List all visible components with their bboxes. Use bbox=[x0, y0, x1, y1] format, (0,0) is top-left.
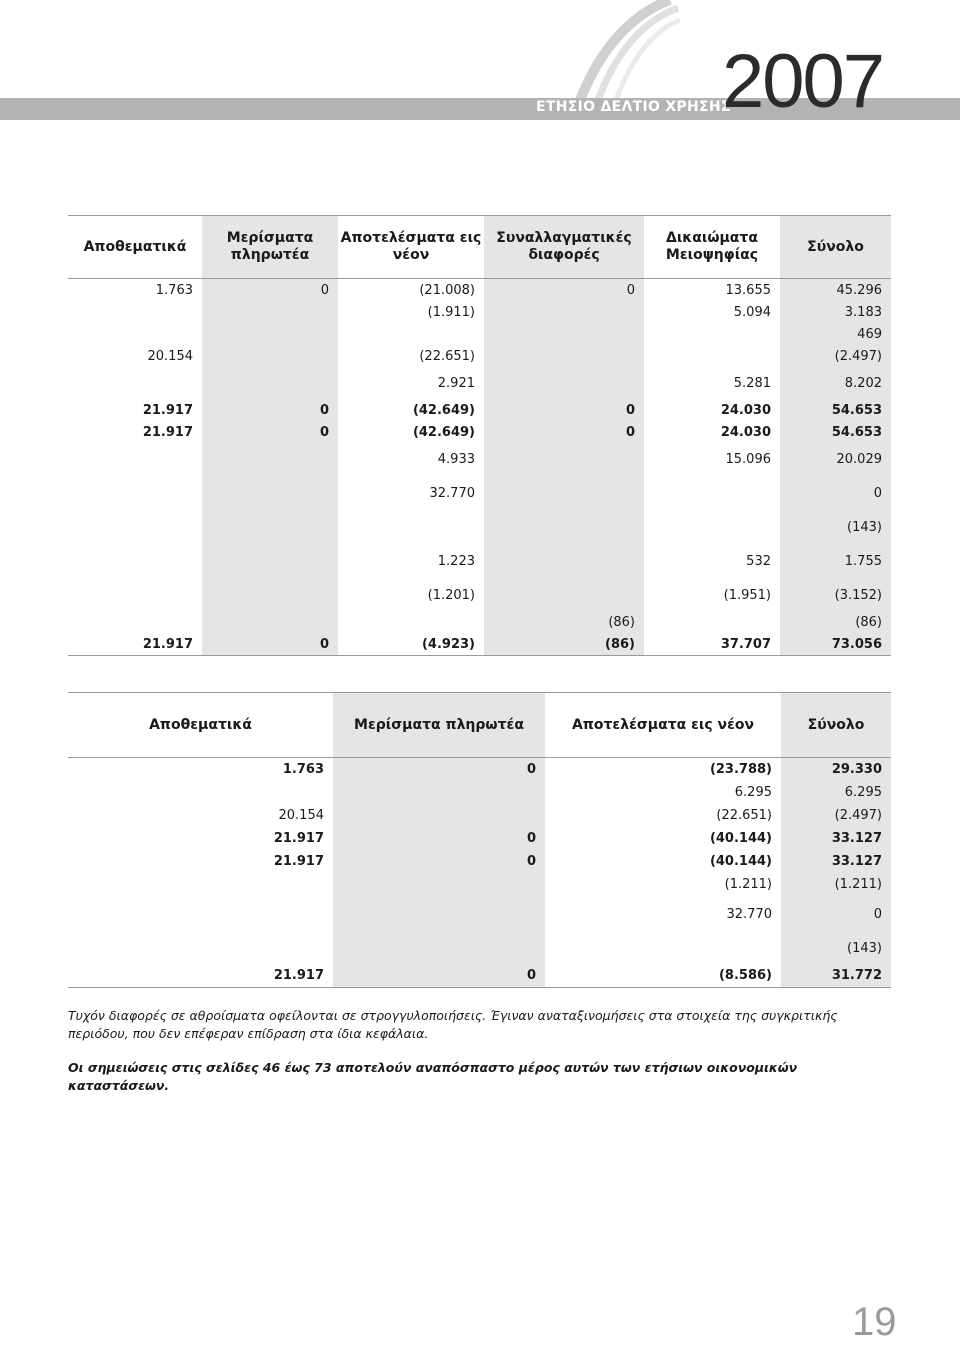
table-cell bbox=[68, 896, 333, 932]
swoosh-logo bbox=[560, 0, 680, 100]
table-cell: 24.030 bbox=[720, 424, 771, 440]
table-cell: 0 bbox=[484, 279, 644, 302]
table-cell: (143) bbox=[781, 932, 891, 964]
col2-header-dividends: Μερίσματα πληρωτέα bbox=[333, 693, 545, 758]
table-cell: 0 bbox=[781, 896, 891, 932]
table-cell: (1.211) bbox=[724, 877, 772, 892]
table-row bbox=[68, 758, 891, 782]
table-cell bbox=[202, 579, 338, 611]
table-cell bbox=[338, 323, 484, 345]
table-cell: 31.772 bbox=[781, 964, 891, 988]
table-cell: (2.497) bbox=[781, 804, 891, 827]
table-cell bbox=[202, 543, 338, 579]
table-cell: 6.295 bbox=[781, 781, 891, 804]
equity-table-company bbox=[68, 692, 891, 988]
table-cell: 54.653 bbox=[780, 399, 891, 421]
table-cell: (42.649) bbox=[412, 402, 475, 418]
equity-table-2007 bbox=[68, 215, 891, 656]
table-row bbox=[68, 399, 891, 421]
table-cell: 13.655 bbox=[725, 282, 771, 298]
table-cell: 73.056 bbox=[780, 633, 891, 656]
table-cell: 4.933 bbox=[437, 451, 475, 467]
table-cell bbox=[68, 367, 202, 399]
table-cell bbox=[202, 323, 338, 345]
table-cell: (21.008) bbox=[419, 282, 475, 298]
table-cell: 32.770 bbox=[726, 906, 772, 922]
table-cell: 8.202 bbox=[780, 367, 891, 399]
table-cell: 21.917 bbox=[68, 964, 333, 988]
table-cell bbox=[68, 781, 333, 804]
table-cell: 33.127 bbox=[781, 850, 891, 873]
col-header-total: Σύνολο bbox=[780, 216, 891, 279]
table-cell bbox=[202, 443, 338, 475]
table-cell bbox=[333, 873, 545, 896]
table-cell bbox=[68, 511, 202, 543]
table-cell bbox=[68, 475, 202, 511]
table-cell bbox=[333, 804, 545, 827]
table-row bbox=[68, 804, 891, 827]
table-row bbox=[68, 850, 891, 873]
table-cell bbox=[202, 475, 338, 511]
table-cell bbox=[202, 611, 338, 633]
table-cell: 2.921 bbox=[437, 375, 475, 391]
table-cell bbox=[644, 323, 780, 345]
table-cell bbox=[484, 475, 644, 511]
table-cell: 21.917 bbox=[273, 854, 324, 869]
table-cell: 21.917 bbox=[68, 633, 202, 656]
table-cell: (22.651) bbox=[419, 348, 475, 364]
table-row bbox=[68, 543, 891, 579]
table-cell: 15.096 bbox=[725, 451, 771, 467]
table-row bbox=[68, 367, 891, 399]
table-row bbox=[68, 579, 891, 611]
table-cell: 24.030 bbox=[720, 402, 771, 418]
table-cell: 0 bbox=[484, 421, 644, 443]
table-cell bbox=[484, 323, 644, 345]
table-cell bbox=[202, 345, 338, 367]
table-row bbox=[68, 475, 891, 511]
table-cell bbox=[644, 611, 780, 633]
table-cell: 5.281 bbox=[733, 375, 771, 391]
table-cell: 21.917 bbox=[273, 831, 324, 846]
table-row bbox=[68, 827, 891, 850]
table-cell bbox=[202, 301, 338, 323]
table-row bbox=[68, 611, 891, 633]
table-cell bbox=[202, 511, 338, 543]
table-row bbox=[68, 896, 891, 932]
table-cell bbox=[333, 781, 545, 804]
table-cell: (86) bbox=[484, 633, 644, 656]
table-cell bbox=[68, 873, 333, 896]
table-row bbox=[68, 421, 891, 443]
table-row bbox=[68, 279, 891, 302]
table-cell: (22.651) bbox=[716, 808, 772, 823]
table-cell: 5.094 bbox=[733, 304, 771, 320]
table-cell: 45.296 bbox=[780, 279, 891, 302]
table-cell bbox=[338, 511, 484, 543]
table-cell: (3.152) bbox=[780, 579, 891, 611]
col-header-reserves: Αποθεματικά bbox=[68, 216, 202, 279]
table-cell: (2.497) bbox=[780, 345, 891, 367]
table-cell bbox=[338, 611, 484, 633]
table-cell: (1.201) bbox=[427, 587, 475, 603]
table-cell: 1.763 bbox=[155, 282, 193, 298]
table-cell bbox=[644, 475, 780, 511]
table-cell bbox=[484, 345, 644, 367]
table-cell: 0 bbox=[333, 964, 545, 988]
table-cell: 20.154 bbox=[147, 348, 193, 364]
col-header-fx: Συναλλαγματικές διαφορές bbox=[484, 216, 644, 279]
table-cell bbox=[202, 367, 338, 399]
table-cell: 37.707 bbox=[644, 633, 780, 656]
table-cell: 469 bbox=[780, 323, 891, 345]
table-cell: 0 bbox=[202, 279, 338, 302]
table-cell bbox=[68, 323, 202, 345]
table-cell bbox=[68, 611, 202, 633]
col-header-retained: Αποτελέσματα εις νέον bbox=[338, 216, 484, 279]
table-cell: 0 bbox=[202, 399, 338, 421]
table-cell: (42.649) bbox=[412, 424, 475, 440]
table-cell: 1.223 bbox=[437, 553, 475, 569]
table-cell: 20.029 bbox=[780, 443, 891, 475]
col2-header-retained: Αποτελέσματα εις νέον bbox=[545, 693, 781, 758]
table-row bbox=[68, 781, 891, 804]
table-row bbox=[68, 932, 891, 964]
table-cell: 0 bbox=[333, 850, 545, 873]
table-cell: 29.330 bbox=[781, 758, 891, 782]
table-cell: 0 bbox=[780, 475, 891, 511]
table-cell: 0 bbox=[333, 758, 545, 782]
table-cell bbox=[333, 896, 545, 932]
table-cell bbox=[484, 367, 644, 399]
table-row bbox=[68, 511, 891, 543]
table-row bbox=[68, 633, 891, 656]
table-cell: 3.183 bbox=[780, 301, 891, 323]
integral-note: Οι σημειώσεις στις σελίδες 46 έως 73 αποτελούν αναπόσπαστο μέρος αυτών των ετήσιων οικονομικών καταστάσεων. bbox=[68, 1060, 798, 1093]
table-cell bbox=[68, 543, 202, 579]
table-row bbox=[68, 301, 891, 323]
table-cell: 1.763 bbox=[282, 762, 324, 777]
table-cell: 0 bbox=[333, 827, 545, 850]
col2-header-total: Σύνολο bbox=[781, 693, 891, 758]
table-cell bbox=[68, 301, 202, 323]
page-number: 19 bbox=[852, 1300, 897, 1344]
report-title: ΕΤΗΣΙΟ ΔΕΛΤΙΟ ΧΡΗΣΗΣ bbox=[536, 99, 731, 115]
table-cell bbox=[484, 579, 644, 611]
table-cell: 32.770 bbox=[429, 485, 475, 501]
table-cell: (4.923) bbox=[338, 633, 484, 656]
col-header-dividends: Μερίσματα πληρωτέα bbox=[202, 216, 338, 279]
table-cell: 0 bbox=[202, 633, 338, 656]
col-header-minority: Δικαιώματα Μειοψηφίας bbox=[644, 216, 780, 279]
table-cell bbox=[68, 443, 202, 475]
table-cell bbox=[484, 443, 644, 475]
table-row bbox=[68, 964, 891, 988]
table-cell: 1.755 bbox=[780, 543, 891, 579]
table-cell bbox=[644, 345, 780, 367]
table-cell bbox=[68, 579, 202, 611]
table-cell bbox=[545, 932, 781, 964]
table-cell: (40.144) bbox=[709, 854, 772, 869]
table-cell: (40.144) bbox=[709, 831, 772, 846]
table-cell bbox=[484, 543, 644, 579]
table-cell: (86) bbox=[780, 611, 891, 633]
table-row bbox=[68, 443, 891, 475]
table-cell bbox=[644, 511, 780, 543]
table-cell: (143) bbox=[780, 511, 891, 543]
table-cell: 0 bbox=[202, 421, 338, 443]
table-row bbox=[68, 323, 891, 345]
table-cell bbox=[68, 932, 333, 964]
table-cell: (1.951) bbox=[723, 587, 771, 603]
table-cell: 33.127 bbox=[781, 827, 891, 850]
table-cell: (8.586) bbox=[545, 964, 781, 988]
table-cell: (1.911) bbox=[427, 304, 475, 320]
report-year: 2007 bbox=[722, 39, 884, 124]
table-cell: 21.917 bbox=[142, 402, 193, 418]
table-cell: 0 bbox=[484, 399, 644, 421]
table-cell: (23.788) bbox=[709, 762, 772, 777]
table-cell bbox=[484, 511, 644, 543]
rounding-note: Τυχόν διαφορές σε αθροίσματα οφείλονται σε στρογγυλοποιήσεις. Έγιναν αναταξινομήσεις στα στοιχεία της συγκριτικής περιόδου, που δεν επέφεραν επίδραση στα ίδια κεφάλαια. bbox=[68, 1008, 838, 1041]
col2-header-reserves: Αποθεματικά bbox=[68, 693, 333, 758]
table-cell: (1.211) bbox=[781, 873, 891, 896]
table-cell: (86) bbox=[484, 611, 644, 633]
table-row bbox=[68, 345, 891, 367]
table-cell: 20.154 bbox=[278, 808, 324, 823]
table-row bbox=[68, 873, 891, 896]
table-cell: 54.653 bbox=[780, 421, 891, 443]
table-cell bbox=[484, 301, 644, 323]
table-cell: 6.295 bbox=[734, 785, 772, 800]
table-cell: 21.917 bbox=[142, 424, 193, 440]
table-cell: 532 bbox=[746, 553, 771, 569]
table-cell bbox=[333, 932, 545, 964]
